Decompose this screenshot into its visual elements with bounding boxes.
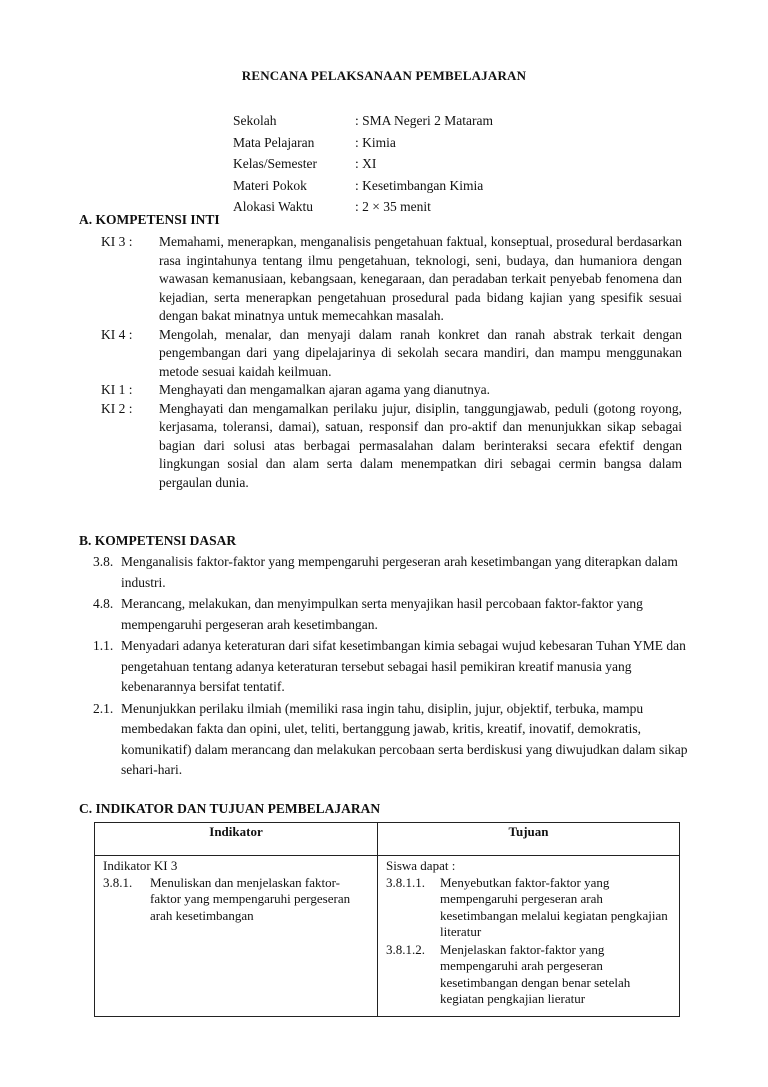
ki-code: KI 3 :: [101, 234, 133, 249]
ki-text: Menghayati dan mengamalkan perilaku jujur, disiplin, tanggungjawab, peduli (gotong royong, kerjasama, toleransi, damai), satuan, responsif dan pro-aktif dan menunjukkan sikap sebagai bagian dari solusi atas berbagai permasalahan dalam berinteraksi secara efektif dengan lingkungan sosial dan alam serta dalam menempatkan diri sebagai cermin bangsa dalam pergaulan dunia.: [159, 400, 682, 490]
kd-item: [79, 699, 694, 781]
tujuan-text: Menyebutkan faktor-faktor yang mempengaruhi pergeseran arah kesetimbangan melalui kegiatan pengkajian literatur: [440, 874, 668, 939]
indikator-group-label: Indikator KI 3: [103, 858, 178, 873]
info-value: : SMA Negeri 2 Mataram: [355, 113, 493, 128]
info-label: Mata Pelajaran: [233, 134, 315, 150]
info-row-kelas-semester: [233, 153, 493, 175]
indikator-item: [103, 875, 369, 925]
ki-text: Mengolah, menalar, dan menyaji dalam ranah konkret dan ranah abstrak terkait dengan pengembangan dari yang dipelajarinya di sekolah secara mandiri, dan mampu menggunakan metode sesuai kaidah keilmuan.: [159, 326, 682, 379]
kd-number: 4.8.: [93, 596, 114, 611]
info-block: [233, 110, 493, 218]
tujuan-number: 3.8.1.2.: [386, 941, 425, 957]
column-header-tujuan: Tujuan: [378, 823, 680, 856]
info-row-materi-pokok: [233, 175, 493, 197]
section-b-heading: B. KOMPETENSI DASAR: [79, 533, 237, 548]
tujuan-item: [386, 875, 671, 941]
tujuan-number: 3.8.1.1.: [386, 874, 425, 890]
ki-code: KI 4 :: [101, 326, 133, 342]
indikator-text: Menuliskan dan menjelaskan faktor-faktor yang mempengaruhi pergeseran arah kesetimbangan: [150, 874, 351, 923]
ki-item: [79, 381, 682, 400]
table-row: [95, 856, 680, 1017]
info-label: Alokasi Waktu: [233, 199, 314, 214]
info-row-alokasi-waktu: [233, 196, 493, 218]
kd-number: 3.8.: [93, 554, 114, 569]
section-a-heading: A. KOMPETENSI INTI: [79, 212, 220, 227]
ki-item: [79, 326, 682, 382]
tujuan-item: [386, 942, 671, 1008]
ki-item: [79, 233, 682, 326]
info-value: : XI: [355, 156, 377, 171]
kompetensi-inti-list: [79, 233, 682, 492]
column-header-indikator: Indikator: [95, 823, 378, 856]
indikator-tujuan-table: [94, 822, 680, 1017]
ki-text: Memahami, menerapkan, menganalisis pengetahuan faktual, konseptual, prosedural berdasarkan rasa ingintahunya tentang ilmu pengetahuan, teknologi, seni, budaya, dan humaniora dengan wawasan kemanusiaan, kebangsaan, kenegaraan, dan peradaban terkait penyebab fenomena dan kejadian, serta menerapkan pengetahuan prosedural pada bidang kajian yang spesifik sesuai dengan bakat minatnya untuk memecahkan masalah.: [159, 234, 682, 323]
kd-item: [79, 594, 694, 635]
info-value: : Kimia: [355, 134, 396, 150]
ki-code: KI 2 :: [101, 400, 133, 416]
ki-code: KI 1 :: [101, 382, 133, 397]
document-title: RENCANA PELAKSANAAN PEMBELAJARAN: [241, 68, 527, 83]
indikator-number: 3.8.1.: [103, 874, 133, 890]
info-label: Materi Pokok: [233, 177, 307, 193]
info-row-sekolah: [233, 110, 493, 132]
info-value: : 2 × 35 menit: [355, 199, 431, 214]
tujuan-intro: Siswa dapat :: [386, 858, 456, 873]
kd-number: 1.1.: [93, 638, 114, 653]
ki-item: [79, 400, 682, 493]
ki-text: Menghayati dan mengamalkan ajaran agama yang dianutnya.: [159, 382, 490, 397]
tujuan-text: Menjelaskan faktor-faktor yang mempengaruhi arah pergeseran kesetimbangan dengan benar setelah kegiatan pengkajian lieratur: [440, 941, 631, 1006]
kd-item: [79, 552, 694, 593]
table-header-row: [95, 823, 680, 856]
tujuan-cell: [378, 856, 680, 1017]
info-value: : Kesetimbangan Kimia: [355, 177, 484, 193]
kd-text: Menunjukkan perilaku ilmiah (memiliki rasa ingin tahu, disiplin, jujur, objektif, terbuka, mampu membedakan fakta dan opini, ulet, teliti, bertanggung jawab, kritis, kreatif, inovatif, demokratis, komunikatif) dalam merancang dan melakukan percobaan serta berdiskusi yang diwujudkan dalam sikap sehari-hari.: [121, 700, 688, 777]
info-row-mata-pelajaran: [233, 132, 493, 154]
indikator-cell: [95, 856, 378, 1017]
kd-number: 2.1.: [93, 700, 114, 716]
info-label: Sekolah: [233, 113, 277, 128]
kd-text: Menyadari adanya keteraturan dari sifat kesetimbangan kimia sebagai wujud kebesaran Tuhan YME dan pengetahuan tentang adanya keteraturan tersebut sebagai hasil pemikiran kreatif manusia yang kebenarannya bersifat tentatif.: [121, 638, 686, 694]
kompetensi-dasar-list: [79, 552, 694, 782]
kd-text: Menganalisis faktor-faktor yang mempengaruhi pergeseran arah kesetimbangan yang diterapkan dalam industri.: [121, 554, 678, 590]
kd-text: Merancang, melakukan, dan menyimpulkan serta menyajikan hasil percobaan faktor-faktor yang mempengaruhi pergeseran arah kesetimbangan.: [121, 596, 643, 632]
info-label: Kelas/Semester: [233, 156, 317, 171]
section-c-heading: C. INDIKATOR DAN TUJUAN PEMBELAJARAN: [79, 801, 381, 816]
kd-item: [79, 636, 694, 698]
